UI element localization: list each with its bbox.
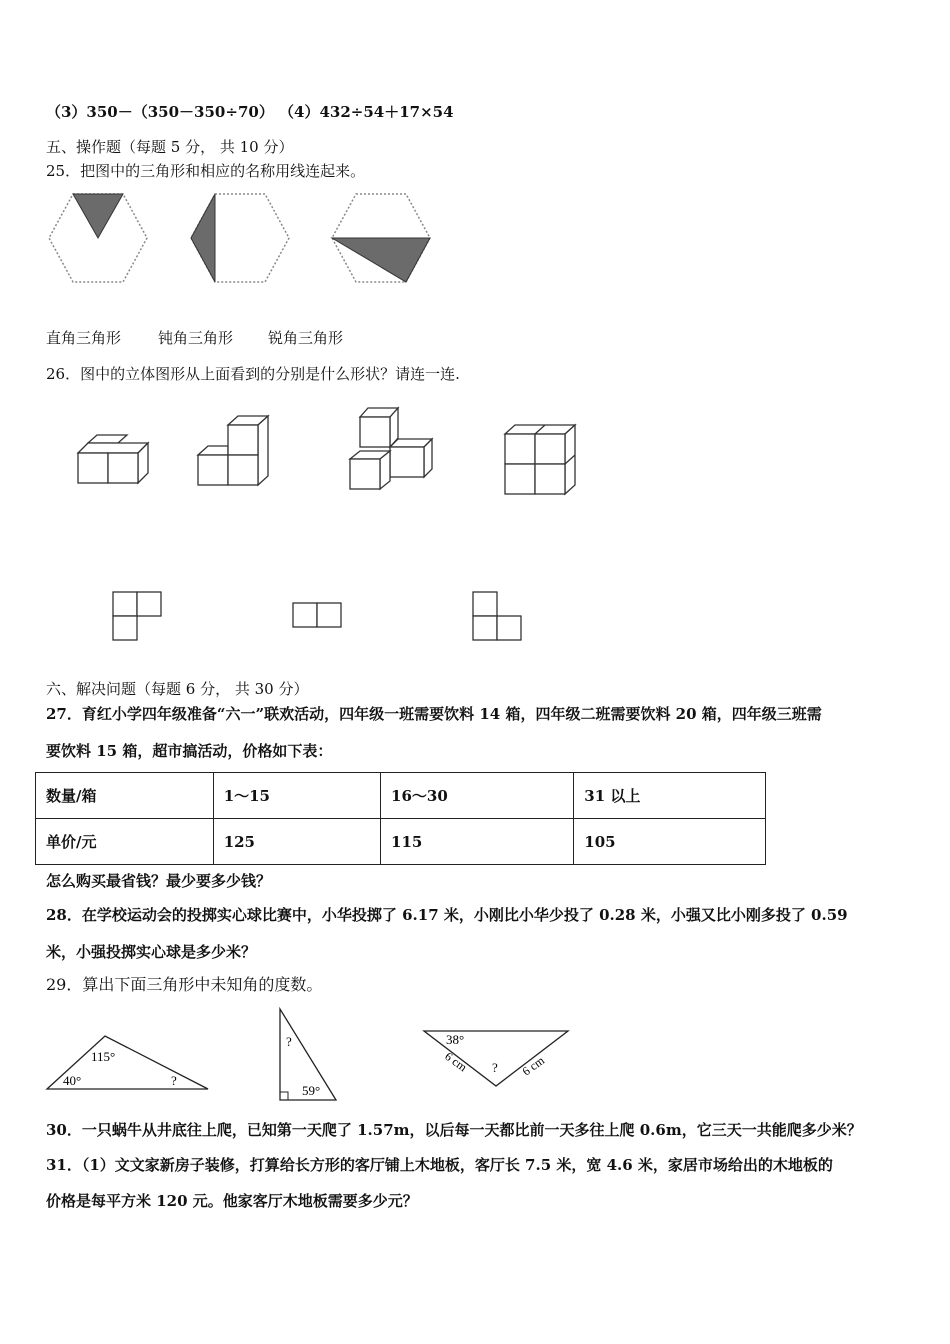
q26-solid-1 [78, 432, 150, 484]
table-cell: 数量/箱 [36, 773, 214, 819]
q29-triangle-1 [45, 1033, 213, 1093]
q25-name-right: 直角三角形 [46, 329, 122, 347]
q24-parts: （3）350－（350－350÷70） （4）432÷54＋17×54 [46, 103, 454, 121]
section6-title: 六、解决问题（每题 6 分， 共 30 分） [46, 680, 309, 698]
table-cell: 115 [381, 819, 574, 865]
q25-hexagon-2 [189, 192, 291, 284]
price-table [35, 772, 766, 865]
q27-line2: 要饮料 15 箱，超市搞活动，价格如下表： [46, 742, 333, 760]
q25-name-acute: 锐角三角形 [268, 329, 344, 347]
q25-hexagon-3 [330, 192, 432, 284]
q25-hexagon-1 [47, 192, 149, 284]
q29-triangle-3 [422, 1028, 572, 1090]
q30-text: 30．一只蜗牛从井底往上爬，已知第一天爬了 1.57m，以后每一天都比前一天多往上爬 0.6m，它三天一共能爬多少米？ [46, 1121, 862, 1139]
table-cell: 单价/元 [36, 819, 214, 865]
table-cell: 16～30 [381, 773, 574, 819]
q29-text: 29．算出下面三角形中未知角的度数。 [46, 975, 323, 994]
q28-line2: 米，小强投掷实心球是多少米？ [46, 943, 257, 961]
q29-tri2-angle-base: 59° [302, 1083, 321, 1098]
q26-view-2 [292, 602, 342, 629]
q29-tri1-angle-left: 40° [63, 1073, 82, 1088]
q26-solid-4 [505, 424, 577, 496]
q29-tri1-angle-top: 115° [91, 1049, 116, 1064]
q25-text: 25．把图中的三角形和相应的名称用线连起来。 [46, 162, 366, 180]
q28-line1: 28．在学校运动会的投掷实心球比赛中，小华投掷了 6.17 米，小刚比小华少投了 0.28 米，小强又比小刚多投了 0.59 [46, 906, 848, 924]
q26-view-1 [112, 591, 162, 641]
q29-triangle-2 [276, 1006, 340, 1104]
q29-tri2-angle-unknown: ? [286, 1034, 292, 1049]
table-row [36, 819, 766, 865]
q31-line1: 31．（1）文文家新房子装修，打算给长方形的客厅铺上木地板，客厅长 7.5 米，宽 4.6 米，家居市场给出的木地板的 [46, 1156, 833, 1174]
table-cell: 1～15 [213, 773, 380, 819]
q29-tri3-side-left: 6 cm [442, 1049, 470, 1075]
q27-line1: 27．育红小学四年级准备“六一”联欢活动，四年级一班需要饮料 14 箱，四年级二班需要饮料 20 箱，四年级三班需 [46, 705, 822, 723]
section5-title: 五、操作题（每题 5 分， 共 10 分） [46, 138, 294, 156]
q25-name-obtuse: 钝角三角形 [158, 329, 234, 347]
q29-tri1-angle-unknown: ? [171, 1073, 177, 1088]
q26-solid-2 [198, 415, 270, 487]
table-cell: 105 [574, 819, 766, 865]
table-cell: 125 [213, 819, 380, 865]
q27-question: 怎么购买最省钱？最少要多少钱？ [46, 872, 272, 890]
table-row [36, 773, 766, 819]
q31-line2: 价格是每平方米 120 元。他家客厅木地板需要多少元？ [46, 1192, 418, 1210]
q26-text: 26．图中的立体图形从上面看到的分别是什么形状？请连一连. [46, 365, 460, 383]
q26-view-3 [472, 591, 522, 641]
q29-tri3-angle-top: 38° [446, 1032, 465, 1047]
q26-solid-3 [350, 407, 435, 491]
table-cell: 31 以上 [574, 773, 766, 819]
q29-tri3-angle-unknown: ? [492, 1060, 498, 1075]
q29-tri3-side-right: 6 cm [519, 1053, 547, 1079]
